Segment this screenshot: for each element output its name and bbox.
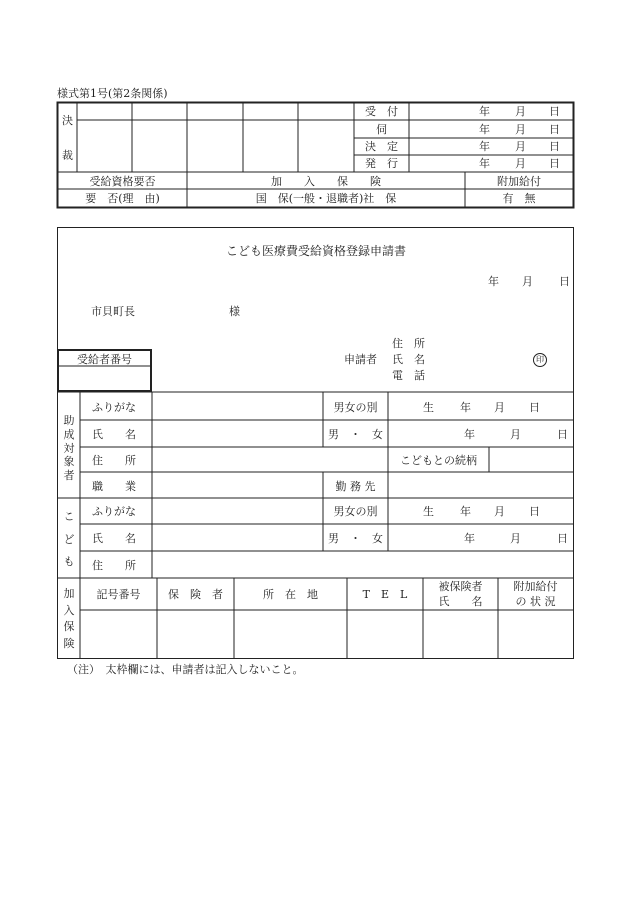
kessai-char-2: 裁 xyxy=(62,149,73,162)
subsidy-target-section-label: 助 成 対 象 者 xyxy=(63,414,75,482)
form-title: こども医療費受給資格登録申請書 xyxy=(225,244,406,258)
insurance-value: 国 保(一般・退職者)社 保 xyxy=(255,192,397,205)
date-day: 日 xyxy=(549,140,560,153)
addressee: 市貝町長 xyxy=(91,305,135,318)
seal-mark: 印 xyxy=(533,353,547,367)
footnote: （注） 太枠欄には、申請者は記入しないこと。 xyxy=(67,663,304,676)
kessai-char-1: 決 xyxy=(62,114,73,127)
extra-status-header-2: の 状 況 xyxy=(515,595,556,608)
date-label-uketsuke: 受 付 xyxy=(365,105,398,118)
target-date-day: 日 xyxy=(557,428,568,441)
date-year: 年 xyxy=(479,123,490,136)
insurance-section-label: 加 入 保 険 xyxy=(63,587,75,650)
recipient-number-label: 受給者番号 xyxy=(77,353,132,366)
extra-value: 有 無 xyxy=(502,192,536,205)
date-label-hakko: 発 行 xyxy=(365,157,398,170)
date-label-kettei: 決 定 xyxy=(365,140,398,153)
child-gender-label: 男女の別 xyxy=(333,505,378,518)
applicant-label: 申請者 xyxy=(344,353,377,366)
insured-name-header-2: 氏 名 xyxy=(438,595,483,608)
target-name-label: 氏 名 xyxy=(92,428,136,441)
child-birth-sei: 生 xyxy=(423,505,434,518)
insured-name-header-1: 被保険者 xyxy=(438,580,483,593)
form-label: 様式第1号(第2条関係) xyxy=(57,87,168,100)
child-date-month: 月 xyxy=(510,532,521,545)
date-month: 月 xyxy=(515,140,526,153)
date-label-ukagai: 伺 xyxy=(376,123,387,136)
tel-header: T E L xyxy=(362,588,408,601)
location-header: 所 在 地 xyxy=(263,588,318,601)
child-birth-year: 年 xyxy=(460,505,471,518)
insurance-header: 加 入 保 険 xyxy=(271,175,381,188)
app-date-year: 年 xyxy=(488,275,499,288)
workplace-label: 勤 務 先 xyxy=(335,480,376,493)
symbol-number-header: 記号番号 xyxy=(96,588,141,601)
extra-status-header-1: 附加給付 xyxy=(513,580,558,593)
target-gender-options: 男 ・ 女 xyxy=(328,428,383,441)
date-year: 年 xyxy=(479,157,490,170)
target-address-label: 住 所 xyxy=(92,454,136,467)
target-birth-month: 月 xyxy=(494,401,505,414)
app-date-month: 月 xyxy=(522,275,533,288)
target-birth-day: 日 xyxy=(529,401,540,414)
applicant-address-label: 住 所 xyxy=(392,337,425,350)
date-year: 年 xyxy=(479,140,490,153)
relation-label: こどもとの続柄 xyxy=(400,454,477,467)
extra-header: 附加給付 xyxy=(497,175,541,188)
target-furigana-label: ふりがな xyxy=(92,401,136,414)
applicant-name-label: 氏 名 xyxy=(392,353,425,366)
req-value: 要 否(理 由) xyxy=(85,192,160,205)
date-month: 月 xyxy=(515,123,526,136)
app-date-day: 日 xyxy=(559,275,570,288)
child-birth-month: 月 xyxy=(494,505,505,518)
date-day: 日 xyxy=(549,123,560,136)
date-year: 年 xyxy=(479,105,490,118)
date-day: 日 xyxy=(549,105,560,118)
target-gender-label: 男女の別 xyxy=(333,401,378,414)
target-date-month: 月 xyxy=(510,428,521,441)
child-name-label: 氏 名 xyxy=(92,532,136,545)
child-furigana-label: ふりがな xyxy=(92,505,136,518)
target-birth-year: 年 xyxy=(460,401,471,414)
date-month: 月 xyxy=(515,105,526,118)
date-month: 月 xyxy=(515,157,526,170)
sama: 様 xyxy=(229,305,240,318)
child-birth-day: 日 xyxy=(529,505,540,518)
child-date-day: 日 xyxy=(557,532,568,545)
target-occupation-label: 職 業 xyxy=(92,480,136,493)
date-day: 日 xyxy=(549,157,560,170)
applicant-phone-label: 電 話 xyxy=(392,369,425,382)
req-header: 受給資格要否 xyxy=(89,175,156,188)
child-section-label: こ ど も xyxy=(63,510,75,569)
child-address-label: 住 所 xyxy=(92,559,136,572)
child-gender-options: 男 ・ 女 xyxy=(328,532,383,545)
target-birth-sei: 生 xyxy=(423,401,434,414)
child-date-year: 年 xyxy=(464,532,475,545)
target-date-year: 年 xyxy=(464,428,475,441)
insurer-header: 保 険 者 xyxy=(168,588,223,601)
